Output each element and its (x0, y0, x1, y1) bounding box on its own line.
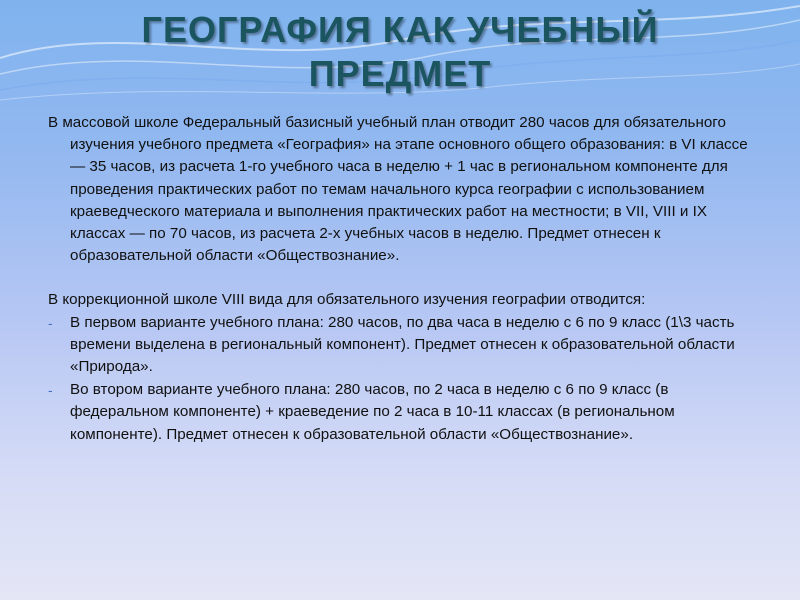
paragraph-correctional-school: В коррекционной школе VIII вида для обязательного изучения географии отводится: (48, 291, 646, 309)
slide-title-line-1: ГЕОГРАФИЯ КАК УЧЕБНЫЙ (141, 9, 659, 50)
slide-title-line-2: ПРЕДМЕТ (308, 53, 492, 94)
list-item (48, 379, 758, 446)
slide-title (0, 8, 800, 96)
list-item-text: В первом варианте учебного плана: 280 часов, по два часа в неделю с 6 по 9 класс (1\3 часть времени выделена в региональный компонент). Предмет отнесен к образовательной области «Природа». (70, 313, 735, 376)
dash-bullet-icon: - (48, 382, 53, 399)
list-item-text: Во втором варианте учебного плана: 280 часов, по 2 часа в неделю с 6 по 9 класс (в федеральном компоненте) + краеведение по 2 часа в 10-11 классах (в региональном компоненте). Предмет отнесен к образовательной области «Обществознание». (70, 381, 675, 443)
paragraph-mass-school: В массовой школе Федеральный базисный учебный план отводит 280 часов для обязательного изучения учебного предмета «География» на этапе основного общего образования: в VI классе — 35 часов, из расчета 1-го учебного часа в неделю + 1 час в региональном компоненте для проведения практических работ по темам начального курса географии с использованием краеведческого материала и выполнения практических работ на местности; в VII, VIII и IX классах — по 70 часов, из расчета 2-х учебных часов в неделю. Предмет отнесен к образовательной области «Обществознание». (48, 114, 748, 265)
dash-bullet-icon: - (48, 314, 53, 331)
list-item (48, 312, 758, 379)
paragraph-spacer (48, 267, 758, 289)
slide-body (48, 112, 758, 446)
